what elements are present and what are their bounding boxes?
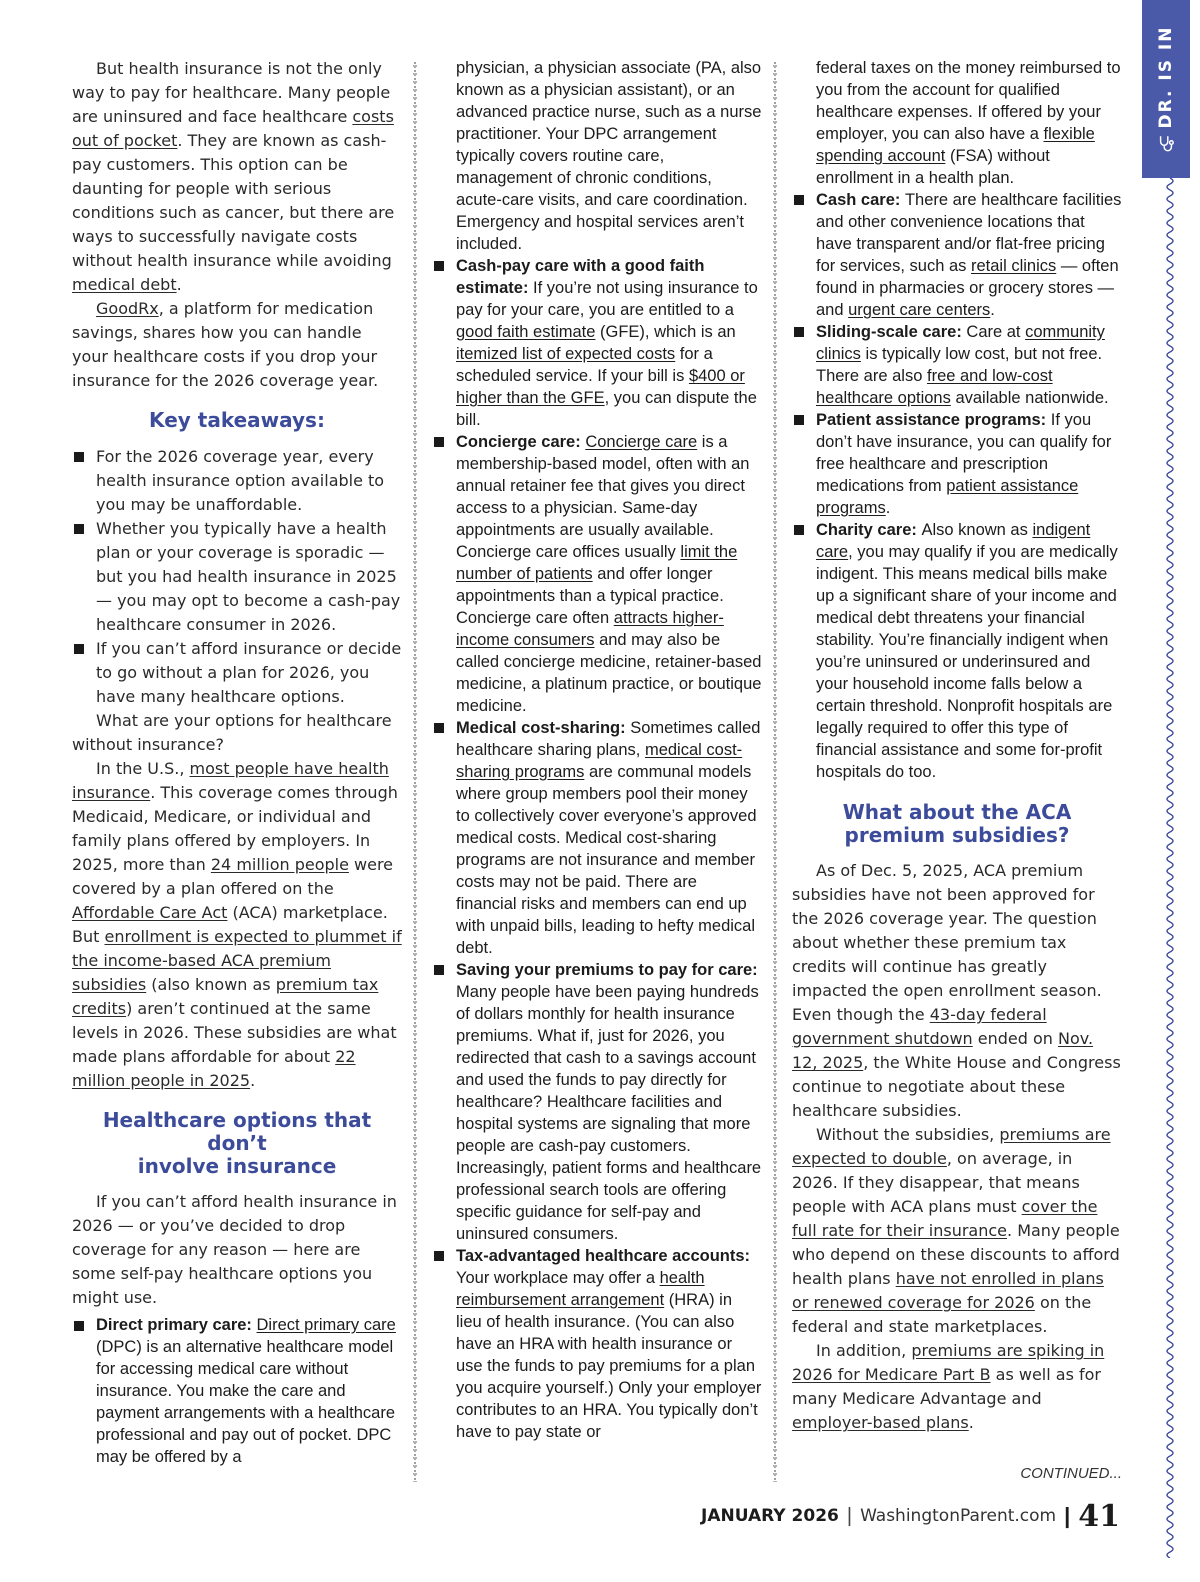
text-run: ) aren’t continued at the same levels in 2026. These subsidies are what made plans affordable for about	[72, 999, 397, 1066]
text-run: on the federal and state marketplaces.	[792, 1293, 1092, 1336]
text-run: .	[885, 499, 891, 517]
text-run: (GFE), which is an	[595, 323, 736, 341]
bullet-icon	[434, 1251, 444, 1261]
inline-link[interactable]: Affordable Care Act	[72, 903, 228, 922]
bold-lead: Medical cost-sharing:	[456, 719, 631, 737]
list-item	[792, 321, 1122, 409]
text-run: physician, a physician associate (PA, also known as a physician assistant), or an advanced practice nurse, such as a nurse practitioner. Your DPC arrangement typically covers routine care, management of chronic conditions, acute-care visits, and care coordination. Emergency and hospital services aren’t included.	[456, 59, 762, 253]
page-footer	[600, 1496, 1120, 1536]
site-link[interactable]: WashingtonParent.com	[860, 1506, 1057, 1526]
list-item	[432, 959, 762, 1245]
bold-lead: Cash-pay care with a good faith estimate:	[456, 257, 705, 297]
inline-link[interactable]: premiums are expected to double	[792, 1125, 1111, 1168]
inline-link[interactable]: premiums are spiking in 2026 for Medicare Part B	[792, 1341, 1105, 1384]
inline-link[interactable]: attracts higher-income consumers	[456, 609, 724, 649]
text-run: As of Dec. 5, 2025, ACA premium subsidies have not been approved for the 2026 coverage year. The question about whether these premium tax credits will continue has greatly impacted the open enrollment season. Even though the	[792, 861, 1102, 1024]
text-run: Also known as	[921, 521, 1033, 539]
wavy-line	[1167, 178, 1173, 1558]
intro-paragraph	[72, 57, 402, 297]
inline-link[interactable]: employer-based plans	[792, 1413, 969, 1432]
inline-link[interactable]: medical debt	[72, 275, 177, 294]
inline-link[interactable]: Concierge care	[585, 433, 698, 451]
options-heading	[72, 1109, 402, 1178]
bold-lead: Saving your premiums to pay for care:	[456, 961, 758, 979]
list-item-text: If you can’t afford insurance or decide to go without a plan for 2026, you have many healthcare options.	[96, 639, 402, 706]
inline-link[interactable]: health reimbursement arrangement	[456, 1269, 705, 1309]
column-3	[792, 57, 1122, 1482]
inline-link[interactable]: 24 million people	[210, 855, 349, 874]
aca-heading-line2: premium subsidies?	[844, 823, 1070, 847]
stethoscope-icon	[1157, 134, 1175, 152]
list-item	[72, 445, 402, 517]
text-run: But health insurance is not the only way to pay for healthcare. Many people are uninsured and face healthcare	[72, 59, 391, 126]
list-item-text	[816, 411, 1111, 517]
inline-link[interactable]: 43-day federal government shutdown	[792, 1005, 1047, 1048]
inline-link[interactable]: have not enrolled in plans or renewed coverage for 2026	[792, 1269, 1104, 1312]
bold-lead: Tax-advantaged healthcare accounts:	[456, 1247, 751, 1265]
text-run: .	[990, 301, 995, 319]
inline-link[interactable]: limit the number of patients	[456, 543, 738, 583]
list-item	[432, 1245, 762, 1443]
list-item-text	[456, 433, 761, 715]
inline-link[interactable]: medical cost-sharing programs	[456, 741, 743, 781]
list-item-text: For the 2026 coverage year, every health insurance option available to you may be unaffordable.	[96, 447, 385, 514]
inline-link[interactable]: itemized list of expected costs	[456, 345, 676, 363]
inline-link[interactable]: cover the full rate for their insurance	[792, 1197, 1098, 1240]
issue-date: JANUARY 2026	[701, 1506, 839, 1526]
section-tab-text: DR. IS IN	[1156, 25, 1176, 129]
inline-link[interactable]: most people have health insurance	[72, 759, 389, 802]
bold-lead: Cash care:	[816, 191, 905, 209]
text-run: were covered by a plan offered on the	[72, 855, 394, 898]
text-run: Your workplace may offer a	[456, 1269, 660, 1287]
text-run: In addition,	[816, 1341, 912, 1360]
text-run: , you can dispute the bill.	[456, 389, 757, 429]
bullet-icon	[74, 452, 84, 462]
text-run: as well as for many Medicare Advantage and	[792, 1365, 1101, 1408]
column-2	[432, 57, 762, 1443]
list-item	[72, 637, 402, 709]
aca-heading-line1: What about the ACA	[842, 800, 1072, 824]
aca-paragraph-1	[792, 859, 1122, 1123]
more-options-list	[792, 189, 1122, 783]
bold-lead: Sliding-scale care:	[816, 323, 967, 341]
text-run: — often found in pharmacies or grocery stores — and	[816, 257, 1119, 319]
question-paragraph	[72, 709, 402, 757]
text-run: If you don’t have insurance, you can qualify for free healthcare and prescription medications from	[816, 411, 1112, 495]
text-run: are communal models where group members pool their money to collectively cover everyone’s approved medical costs. Medical cost-sharing programs are not insurance and member costs may not be paid. There are financial risks and members can end up with unpaid bills, leading to hefty medical debt.	[456, 763, 757, 957]
text-run: .	[968, 1413, 974, 1432]
key-takeaways-heading: Key takeaways:	[149, 408, 325, 432]
text-run: . Many people who depend on these discounts to afford health plans	[792, 1221, 1120, 1288]
inline-link[interactable]: good faith estimate	[456, 323, 596, 341]
text-run: (FSA) without enrollment in a health plan.	[816, 147, 1050, 187]
text-run: In the U.S.,	[96, 759, 190, 778]
goodrx-paragraph	[72, 297, 402, 393]
text-run: If you’re not using insurance to pay for your care, you are entitled to a	[456, 279, 758, 319]
inline-link[interactable]: enrollment is expected to plummet if the income-based ACA premium subsidies	[72, 927, 402, 994]
decorative-wavy-border	[1160, 178, 1180, 1558]
text-run: (DPC) is an alternative healthcare model for accessing medical care without insurance. You make the care and payment arrangements with a healthcare professional and pay out of pocket. DPC may be offered by a	[96, 1338, 395, 1466]
text-run: , a platform for medication savings, shares how you can handle your healthcare costs if you drop your insurance for the 2026 coverage year.	[72, 299, 379, 390]
text-run: Care at	[966, 323, 1026, 341]
footer-separator: |	[846, 1504, 853, 1527]
bullet-icon	[794, 327, 804, 337]
inline-link[interactable]: premium tax credits	[72, 975, 379, 1018]
list-item	[72, 1314, 402, 1468]
bullet-icon	[794, 195, 804, 205]
text-run: (also known as	[146, 975, 276, 994]
tax-continued-paragraph	[792, 57, 1122, 189]
inline-link[interactable]: GoodRx	[96, 299, 159, 318]
list-item	[792, 409, 1122, 519]
text-run: (ACA) marketplace. But	[72, 903, 388, 946]
text-run: Sometimes called healthcare sharing plans,	[456, 719, 761, 759]
inline-link[interactable]: Direct primary care	[256, 1316, 396, 1334]
bullet-icon	[74, 644, 84, 654]
text-run: and offer longer appointments than a typical practice. Concierge care often	[456, 565, 724, 627]
dpc-list	[72, 1314, 402, 1468]
text-run: Many people have been paying hundreds of dollars monthly for health insurance premiums. What if, just for 2026, you redirected that cash to a savings account and used the funds to pay directly for healthcare? Healthcare facilities and hospital systems are signaling that more people are cash-pay customers. Increasingly, patient forms and healthcare professional search tools are offering specific guidance for self-pay and uninsured consumers.	[456, 983, 762, 1243]
list-item-text	[456, 719, 760, 957]
options-heading-line1: Healthcare options that don’t	[102, 1108, 372, 1155]
list-item-text	[456, 1247, 761, 1441]
bullet-icon	[434, 261, 444, 271]
inline-link[interactable]: 22 million people in 2025	[72, 1047, 356, 1090]
inline-link[interactable]: patient assistance programs	[816, 477, 1079, 517]
list-item-text	[456, 961, 761, 1243]
options-list	[432, 255, 762, 1443]
text-run: .	[176, 275, 182, 294]
text-run: for a scheduled service. If your bill is	[456, 345, 713, 385]
bullet-icon	[74, 524, 84, 534]
section-tab-label	[1156, 26, 1176, 153]
list-item	[792, 189, 1122, 321]
aca-heading	[792, 801, 1122, 847]
list-item	[432, 255, 762, 431]
text-run: . This coverage comes through Medicaid, Medicare, or individual and family plans offered by employers. In 2025, more than	[72, 783, 398, 874]
options-intro-paragraph	[72, 1190, 402, 1310]
list-item-text	[456, 257, 758, 429]
text-run: , you may qualify if you are medically indigent. This means medical bills make up a significant share of your income and medical debt threatens your financial stability. You’re financially indigent when you’re uninsured or underinsured and your household income falls below a certain threshold. Nonprofit hospitals are legally required to offer this type of financial assistance and some for-profit hospitals do too.	[816, 543, 1118, 781]
bullet-icon	[794, 525, 804, 535]
aca-paragraph-2	[792, 1123, 1122, 1339]
text-run: Without the subsidies,	[816, 1125, 1000, 1144]
list-item-text	[816, 191, 1121, 319]
bullet-icon	[434, 723, 444, 733]
text-run: . They are known as cash-pay customers. This option can be daunting for people with serious conditions such as cancer, but there are ways to successfully navigate costs without health insurance while avoiding	[72, 131, 395, 270]
bold-lead: Charity care:	[816, 521, 922, 539]
text-run: There are healthcare facilities and other convenience locations that have transparent and/or flat-free pricing for services, such as	[816, 191, 1122, 275]
bullet-icon	[74, 1321, 84, 1331]
continued-label: CONTINUED...	[1020, 1465, 1122, 1482]
bullet-icon	[434, 437, 444, 447]
column-divider-2	[774, 62, 778, 1482]
dpc-continued-paragraph	[432, 57, 762, 255]
list-item-text	[816, 323, 1109, 407]
inline-link[interactable]: free and low-cost healthcare options	[816, 367, 1053, 407]
page-number: 41	[1078, 1498, 1120, 1534]
aca-paragraph-3	[792, 1339, 1122, 1435]
list-item-text: Whether you typically have a health plan or your coverage is sporadic — but you had health insurance in 2025 — you may opt to become a cash-pay healthcare consumer in 2026.	[96, 519, 401, 634]
inline-link[interactable]: indigent care	[816, 521, 1091, 561]
list-item	[432, 717, 762, 959]
text-run: .	[250, 1071, 256, 1090]
bullet-icon	[434, 965, 444, 975]
inline-link[interactable]: costs out of pocket	[72, 107, 394, 150]
text-run: federal taxes on the money reimbursed to you from the account for qualified healthcare expenses. If offered by your employer, you can also have a	[816, 59, 1121, 143]
us-insurance-paragraph	[72, 757, 402, 1093]
inline-link[interactable]: $400 or higher than the GFE	[456, 367, 745, 407]
list-item	[432, 431, 762, 717]
column-divider-1	[414, 62, 418, 1482]
text-run: is typically low cost, but not free. There are also	[816, 345, 1103, 385]
text-run: available nationwide.	[950, 389, 1109, 407]
text-run: , the White House and Congress continue to negotiate about these healthcare subsidies.	[792, 1053, 1121, 1120]
list-item	[72, 517, 402, 637]
inline-link[interactable]: flexible spending account	[816, 125, 1095, 165]
bold-lead: Patient assistance programs:	[816, 411, 1051, 429]
bold-lead: Concierge care:	[456, 433, 586, 451]
footer-separator-2: |	[1064, 1503, 1071, 1528]
text-run: (HRA) in lieu of health insurance. (You can also have an HRA with health insurance or use the funds to pay premiums for a plan you acquire yourself.) Only your employer contributes to an HRA. You typically don’t have to pay state or	[456, 1291, 762, 1441]
bold-lead: Direct primary care:	[96, 1316, 257, 1334]
text-run: If you can’t afford health insurance in 2026 — or you’ve decided to drop coverage for any reason — here are some self-pay healthcare options you might use.	[72, 1192, 397, 1307]
section-tab	[1142, 0, 1190, 178]
inline-link[interactable]: urgent care centers	[848, 301, 991, 319]
options-heading-line2: involve insurance	[137, 1154, 337, 1178]
text-run: , on average, in 2026. If they disappear, that means people with ACA plans must	[792, 1149, 1080, 1216]
inline-link[interactable]: community clinics	[816, 323, 1105, 363]
text-run: is a membership-based model, often with an annual retainer fee that gives you direct access to a physician. Same-day appointments are usually available. Concierge care offices usually	[456, 433, 750, 561]
list-item	[792, 519, 1122, 783]
inline-link[interactable]: Nov. 12, 2025	[792, 1029, 1094, 1072]
inline-link[interactable]: retail clinics	[970, 257, 1057, 275]
list-item-text	[96, 1316, 396, 1466]
bullet-icon	[794, 415, 804, 425]
takeaways-list	[72, 445, 402, 709]
text-run: ended on	[972, 1029, 1059, 1048]
list-item-text	[816, 521, 1118, 781]
text-run: What are your options for healthcare without insurance?	[72, 711, 392, 754]
text-run: and may also be called concierge medicine, retainer-based medicine, a platinum practice, or boutique medicine.	[456, 631, 762, 715]
column-1	[72, 57, 402, 1468]
